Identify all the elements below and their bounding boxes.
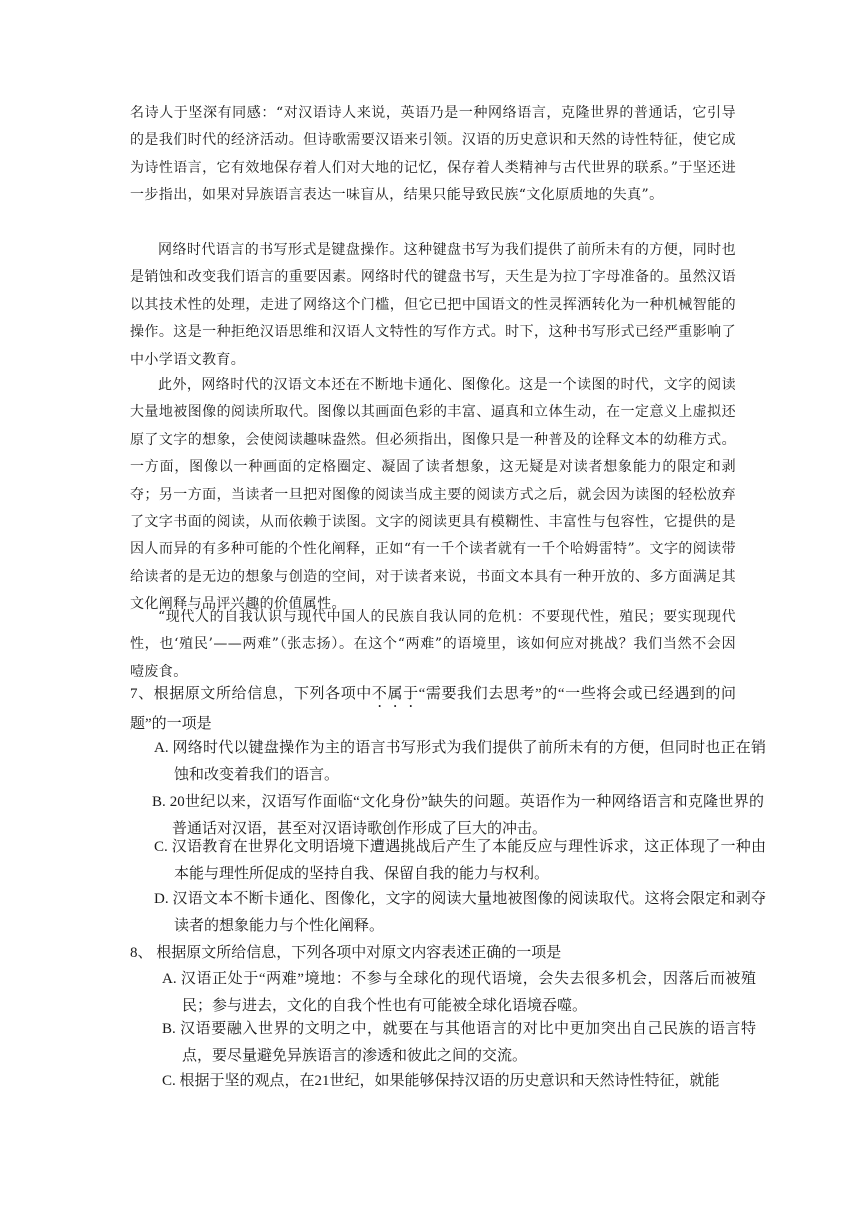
question-8-option-b: B. 汉语要融入世界的文明之中，就要在与其他语言的对比中更加突出自己民族的语言特点，要尽量避免异族语言的渗透和彼此之间的交流。 bbox=[162, 1021, 756, 1065]
passage-paragraph-4: “现代人的自我认识与现代中国人的民族自我认同的危机：不要现代性，殖民；要实现现代性，也‘殖民’——两难”（张志扬）。在这个“两难”的语境里，该如何应对挑战？我们当然不会因噎废食。 bbox=[130, 609, 736, 680]
passage-paragraph-1: 名诗人于坚深有同感：“对汉语诗人来说，英语乃是一种网络语言，克隆世界的普通话，它引导的是我们时代的经济活动。但诗歌需要汉语来引领。汉语的历史意识和天然的诗性特征，使它成为诗性语言，它有效地保存着人们对大地的记忆，保存着人类精神与古代世界的联系。”于坚还进一步指出，如果对异族语言表达一味盲从，结果只能导致民族“文化原质地的失真”。 bbox=[130, 105, 736, 204]
question-7-emphasis: 不属于 bbox=[371, 686, 419, 702]
question-8-option-a: A. 汉语正处于“两难”境地：不参与全球化的现代语境，会失去很多机会，因落后而被殖民；参与进去，文化的自我个性也有可能被全球化语境吞噬。 bbox=[162, 971, 756, 1015]
question-7-option-c: C. 汉语教育在世界化文明语境下遭遇挑战后产生了本能反应与理性诉求，这正体现了一种由本能与理性所促成的坚持自我、保留自我的能力与权利。 bbox=[154, 839, 766, 883]
question-7-stem-pre: 7、根据原文所给信息，下列各项中 bbox=[130, 686, 372, 702]
passage-paragraph-2: 网络时代语言的书写形式是键盘操作。这种键盘书写为我们提供了前所未有的方便，同时也是销蚀和改变我们语言的重要因素。网络时代的键盘书写，天生是为拉丁字母准备的。虽然汉语以其技术性的处理，走进了网络这个门槛，但它已把中国语文的性灵挥洒转化为一种机械智能的操作。这是一种拒绝汉语思维和汉语人文特性的写作方式。时下，这种书写形式已经严重影响了中小学语文教育。 bbox=[130, 242, 736, 368]
question-7-option-a: A. 网络时代以键盘操作为主的语言书写形式为我们提供了前所未有的方便，但同时也正在销蚀和改变着我们的语言。 bbox=[154, 740, 766, 784]
question-8-option-c: C. 根据于坚的观点，在21世纪，如果能够保持汉语的历史意识和天然诗性特征，就能 bbox=[162, 1073, 720, 1089]
question-7-stem bbox=[130, 681, 736, 738]
question-7-option-b: B. 20世纪以来，汉语写作面临“文化身份”缺失的问题。英语作为一种网络语言和克隆世界的普通话对汉语，甚至对汉语诗歌创作形成了巨大的冲击。 bbox=[152, 794, 764, 838]
passage-paragraph-3: 此外，网络时代的汉语文本还在不断地卡通化、图像化。这是一个读图的时代，文字的阅读大量地被图像的阅读所取代。图像以其画面色彩的丰富、逼真和立体生动，在一定意义上虚拟还原了文字的想象，会使阅读趣味盎然。但必须指出，图像只是一种普及的诠释文本的幼稚方式。一方面，图像以一种画面的定格圈定、凝固了读者想象，这无疑是对读者想象能力的限定和剥夺；另一方面，当读者一旦把对图像的阅读当成主要的阅读方式之后，就会因为读图的轻松放弃了文字书面的阅读，从而依赖于读图。文字的阅读更具有模糊性、丰富性与包容性，它提供的是因人而异的有多种可能的个性化阐释，正如“有一千个读者就有一千个哈姆雷特”。文字的阅读带给读者的是无边的想象与创造的空间，对于读者来说，书面文本具有一种开放的、多方面满足其文化阐释与品评兴趣的价值属性。 bbox=[130, 377, 736, 613]
question-8-stem: 8、 根据原文所给信息，下列各项中对原文内容表述正确的一项是 bbox=[130, 945, 562, 961]
question-7-option-d: D. 汉语文本不断卡通化、图像化，文字的阅读大量地被图像的阅读取代。这将会限定和剥夺读者的想象能力与个性化阐释。 bbox=[154, 891, 766, 935]
question-7-stem-post: “需要我们去思考”的“一些将会或已经遇到的问题”的一项是 bbox=[130, 686, 736, 732]
